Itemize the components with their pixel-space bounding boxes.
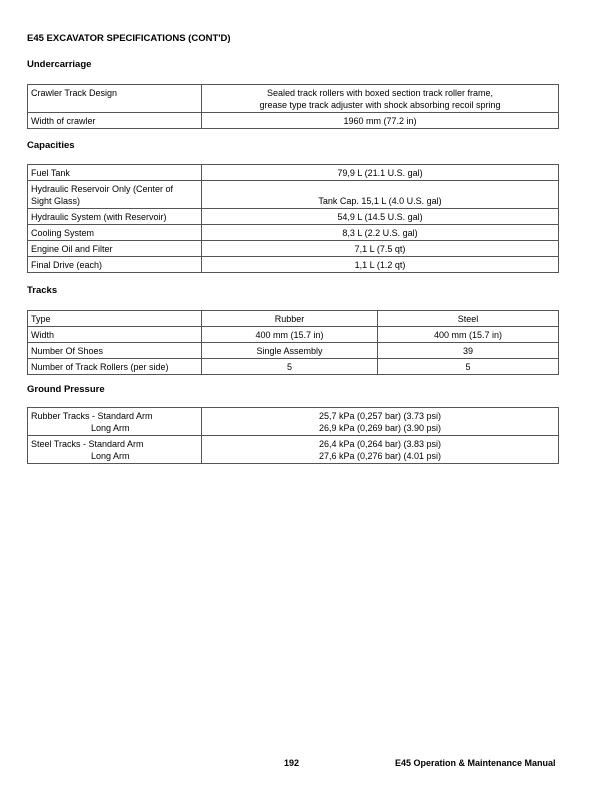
number-of-shoes-label: Number Of Shoes: [28, 343, 202, 359]
table-row: [28, 209, 559, 225]
steel-tracks-long-arm-label: Long Arm: [91, 451, 130, 461]
table-row: [28, 343, 559, 359]
steel-tracks-long-arm-value: 27,6 kPa (0,276 bar) (4.01 psi): [318, 451, 442, 461]
final-drive-value: 1,1 L (1.2 qt): [202, 257, 559, 273]
rubber-tracks-value: [202, 408, 559, 436]
table-row: [28, 225, 559, 241]
rubber-tracks-long-arm-label: Long Arm: [91, 423, 130, 433]
rubber-tracks-label: [28, 408, 202, 436]
tracks-type-steel: Steel: [378, 311, 559, 327]
page-number: 192: [284, 758, 300, 768]
tracks-heading: Tracks: [27, 285, 58, 296]
table-row: [28, 85, 559, 113]
crawler-track-design-value-line2: grease type track adjuster with shock absorbing recoil spring: [259, 100, 501, 110]
rubber-tracks-long-arm-value: 26,9 kPa (0,269 bar) (3.90 psi): [318, 423, 442, 433]
track-rollers-rubber: 5: [202, 359, 378, 375]
hydraulic-reservoir-label-line1: Hydraulic Reservoir Only (Center of: [31, 184, 174, 194]
track-rollers-label: Number of Track Rollers (per side): [28, 359, 202, 375]
tracks-type-label: Type: [28, 311, 202, 327]
steel-tracks-standard-arm-value: 26,4 kPa (0,264 bar) (3.83 psi): [318, 439, 442, 449]
hydraulic-reservoir-label: [28, 181, 202, 209]
table-row: [28, 241, 559, 257]
capacities-table: [27, 164, 559, 273]
table-row: [28, 359, 559, 375]
tracks-table: [27, 310, 559, 375]
ground-pressure-heading: Ground Pressure: [27, 384, 105, 395]
crawler-track-design-value: [202, 85, 559, 113]
steel-tracks-value: [202, 436, 559, 464]
cooling-system-label: Cooling System: [28, 225, 202, 241]
fuel-tank-label: Fuel Tank: [28, 165, 202, 181]
crawler-track-design-value-line1: Sealed track rollers with boxed section track roller frame,: [266, 88, 494, 98]
hydraulic-system-value: 54,9 L (14.5 U.S. gal): [202, 209, 559, 225]
undercarriage-heading: Undercarriage: [27, 59, 92, 70]
table-row: [28, 311, 559, 327]
cooling-system-value: 8,3 L (2.2 U.S. gal): [202, 225, 559, 241]
tracks-width-steel: 400 mm (15.7 in): [378, 327, 559, 343]
fuel-tank-value: 79,9 L (21.1 U.S. gal): [202, 165, 559, 181]
engine-oil-value: 7,1 L (7.5 qt): [202, 241, 559, 257]
crawler-track-design-label: Crawler Track Design: [28, 85, 202, 113]
final-drive-label: Final Drive (each): [28, 257, 202, 273]
capacities-heading: Capacities: [27, 140, 75, 151]
number-of-shoes-steel: 39: [378, 343, 559, 359]
steel-tracks-label: [28, 436, 202, 464]
table-row: [28, 165, 559, 181]
tracks-width-label: Width: [28, 327, 202, 343]
table-row: [28, 436, 559, 464]
crawler-width-value: 1960 mm (77.2 in): [202, 113, 559, 129]
table-row: [28, 327, 559, 343]
rubber-tracks-standard-arm-value: 25,7 kPa (0,257 bar) (3.73 psi): [318, 411, 442, 421]
crawler-width-label: Width of crawler: [28, 113, 202, 129]
table-row: [28, 257, 559, 273]
ground-pressure-table: [27, 407, 559, 464]
table-row: [28, 113, 559, 129]
engine-oil-label: Engine Oil and Filter: [28, 241, 202, 257]
hydraulic-reservoir-value: Tank Cap. 15,1 L (4.0 U.S. gal): [202, 181, 559, 209]
hydraulic-system-label: Hydraulic System (with Reservoir): [28, 209, 202, 225]
manual-title: E45 Operation & Maintenance Manual: [395, 758, 556, 768]
tracks-width-rubber: 400 mm (15.7 in): [202, 327, 378, 343]
number-of-shoes-rubber: Single Assembly: [202, 343, 378, 359]
page-title: E45 EXCAVATOR SPECIFICATIONS (CONT'D): [27, 33, 231, 44]
track-rollers-steel: 5: [378, 359, 559, 375]
tracks-type-rubber: Rubber: [202, 311, 378, 327]
table-row: [28, 181, 559, 209]
rubber-tracks-standard-arm-label: Rubber Tracks - Standard Arm: [31, 411, 153, 421]
table-row: [28, 408, 559, 436]
hydraulic-reservoir-label-line2: Sight Glass): [31, 196, 81, 206]
undercarriage-table: [27, 84, 559, 129]
steel-tracks-standard-arm-label: Steel Tracks - Standard Arm: [31, 439, 144, 449]
